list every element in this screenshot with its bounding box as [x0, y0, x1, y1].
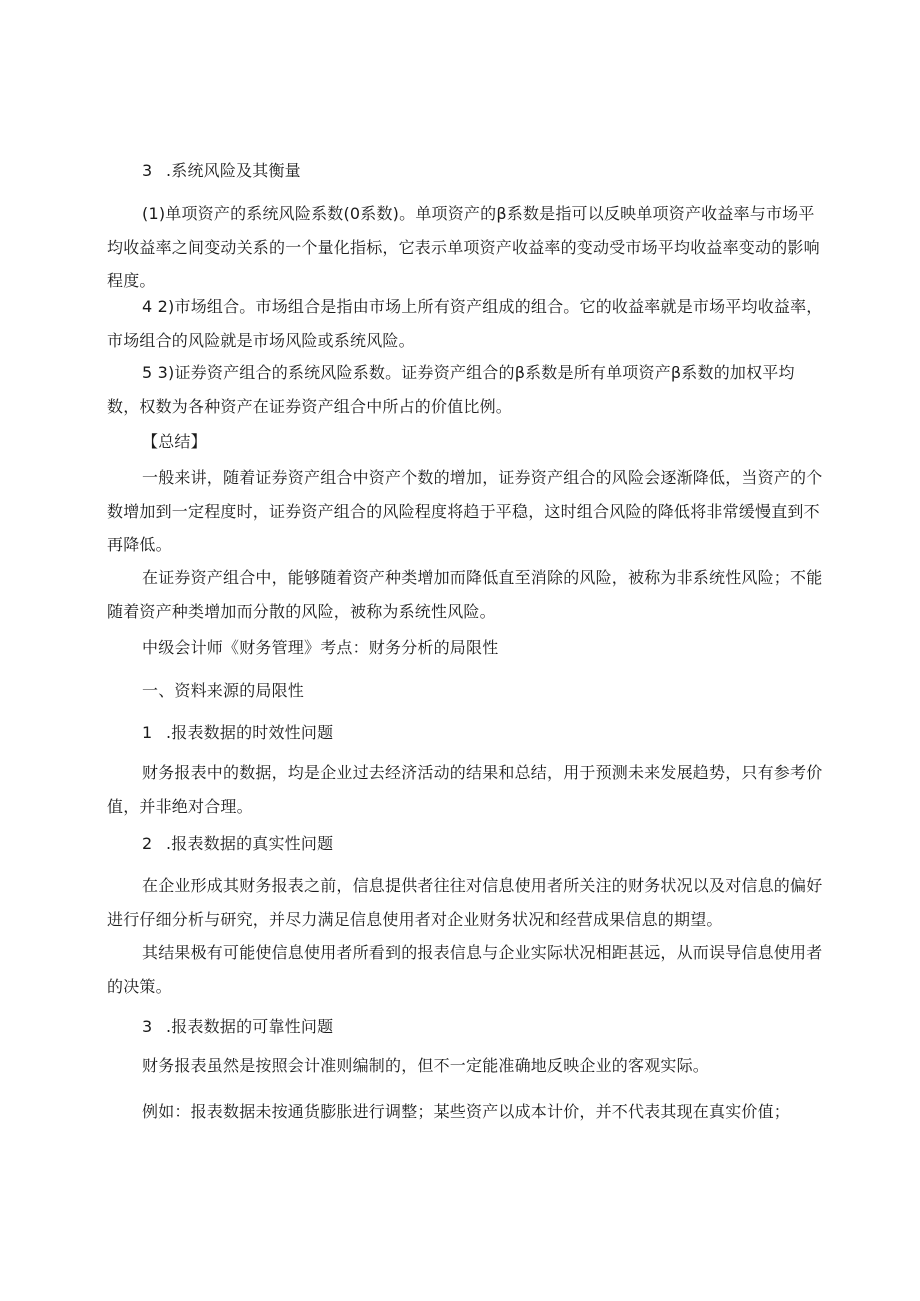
heading-authenticity [142, 833, 333, 855]
paragraph-summary-1: 一般来讲，随着证券资产组合中资产个数的增加，证券资产组合的风险会逐渐降低，当资产的个数增加到一定程度时，证券资产组合的风险程度将趋于平稳，这时组合风险的降低将非常缓慢直到不再降低。 [107, 468, 823, 554]
heading-number: 3 [142, 1017, 153, 1036]
paragraph-market-portfolio: 4 2)市场组合。市场组合是指由市场上所有资产组成的组合。它的收益率就是市场平均收益率，市场组合的风险就是市场风险或系统风险。 [107, 297, 823, 350]
paragraph-summary-2: 在证券资产组合中，能够随着资产种类增加而降低直至消除的风险，被称为非系统性风险；不能随着资产种类增加而分散的风险，被称为系统性风险。 [107, 568, 823, 621]
section-heading-data-source: 一、资料来源的局限性 [142, 681, 305, 700]
heading-text: .报表数据的可靠性问题 [166, 1017, 334, 1036]
paragraph-reliability-1: 财务报表虽然是按照会计准则编制的，但不一定能准确地反映企业的客观实际。 [142, 1056, 710, 1075]
heading-text: .报表数据的时效性问题 [166, 723, 334, 742]
paragraph-single-asset-beta: (1)单项资产的系统风险系数(0系数)。单项资产的β系数是指可以反映单项资产收益率与市场平均收益率之间变动关系的一个量化指标，它表示单项资产收益率的变动受市场平均收益率变动的影响程度。 [107, 204, 820, 290]
heading-number: 2 [142, 834, 153, 853]
heading-reliability [142, 1016, 333, 1038]
paragraph-reliability-2: 例如：报表数据未按通货膨胀进行调整；某些资产以成本计价，并不代表其现在真实价值； [142, 1102, 791, 1121]
heading-text: .报表数据的真实性问题 [166, 834, 334, 853]
exam-point-title: 中级会计师《财务管理》考点：财务分析的局限性 [142, 638, 499, 657]
heading-number: 3 [142, 161, 153, 180]
heading-number: 1 [142, 723, 153, 742]
heading-system-risk [142, 160, 301, 182]
paragraph-authenticity-2: 其结果极有可能使信息使用者所看到的报表信息与企业实际状况相距甚远，从而误导信息使用者的决策。 [107, 943, 823, 996]
paragraph-timeliness: 财务报表中的数据，均是企业过去经济活动的结果和总结，用于预测未来发展趋势，只有参考价值，并非绝对合理。 [107, 763, 823, 816]
paragraph-portfolio-beta: 5 3)证券资产组合的系统风险系数。证券资产组合的β系数是所有单项资产β系数的加权平均数，权数为各种资产在证券资产组合中所占的价值比例。 [107, 363, 795, 416]
paragraph-authenticity-1: 在企业形成其财务报表之前，信息提供者往往对信息使用者所关注的财务状况以及对信息的偏好进行仔细分析与研究，并尽力满足信息使用者对企业财务状况和经营成果信息的期望。 [107, 876, 823, 929]
heading-text: .系统风险及其衡量 [166, 161, 301, 180]
heading-timeliness [142, 722, 333, 744]
summary-label: 【总结】 [142, 432, 207, 451]
